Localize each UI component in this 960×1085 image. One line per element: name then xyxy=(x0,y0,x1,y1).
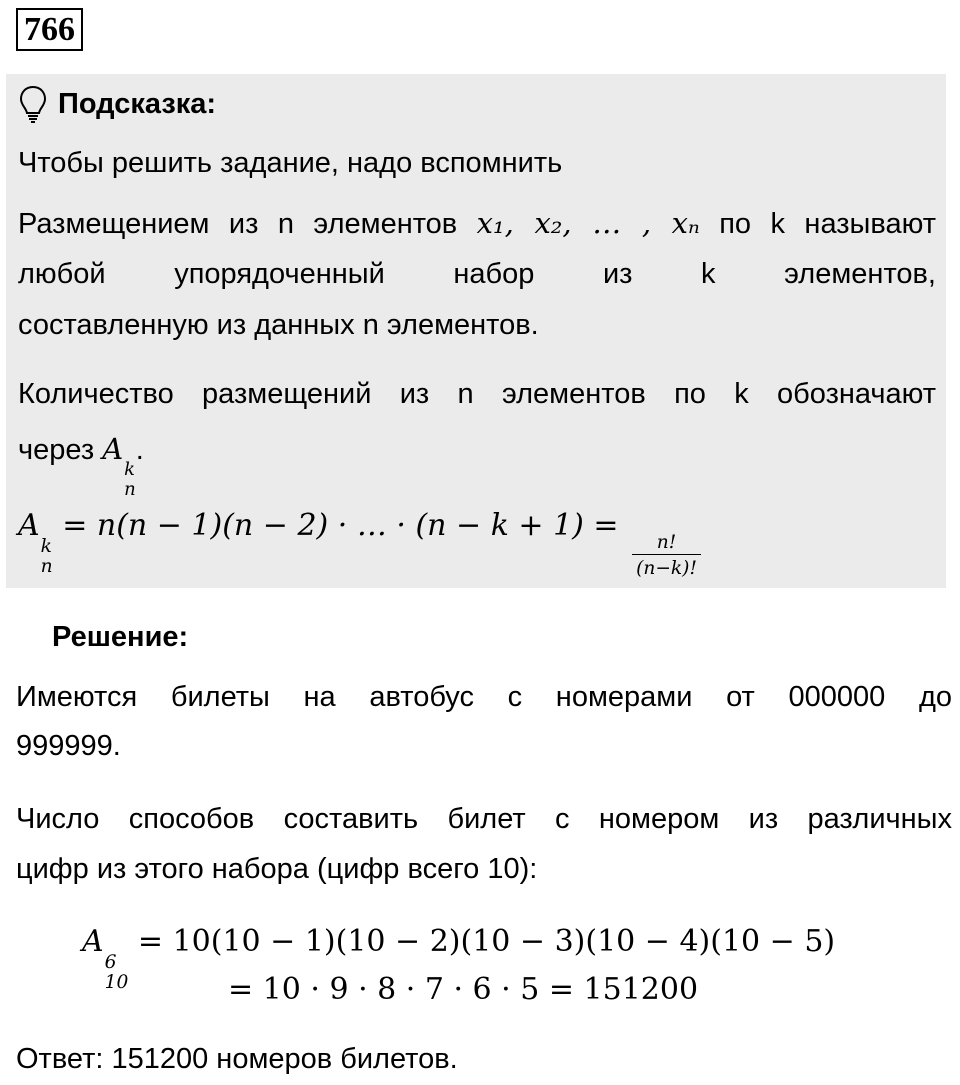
hint-title: Подсказка: xyxy=(58,87,217,120)
definition-end: по k называют xyxy=(719,208,936,240)
count-text: через xyxy=(18,434,95,466)
solution-paragraph-2-line-1: Число способов составить билет с номером из различных xyxy=(16,803,952,835)
solution-title: Решение: xyxy=(52,621,189,653)
formula-rhs: = n(n − 1)(n − 2) · … · (n − k + 1) = xyxy=(62,508,619,543)
lightbulb-icon xyxy=(18,84,48,124)
hint-definition-line-3: составленную из данных n элементов. xyxy=(18,309,539,341)
count-symbol: A k n xyxy=(102,432,136,500)
hint-header xyxy=(18,84,216,124)
formula-fraction xyxy=(632,531,701,580)
definition-start: Размещением из n элементов xyxy=(18,208,458,240)
solution-paragraph-1-line-2: 999999. xyxy=(16,730,121,762)
answer: Ответ: 151200 номеров билетов. xyxy=(16,1043,458,1075)
solution-paragraph-1-line-1: Имеются билеты на автобус с номерами от 000000 до xyxy=(16,681,952,713)
solution-paragraph-2-line-2: цифр из этого набора (цифр всего 10): xyxy=(16,853,538,885)
equation-rhs: = 10(10 − 1)(10 − 2)(10 − 3)(10 − 4)(10 − 5) xyxy=(137,924,836,959)
formula-lhs: A k n xyxy=(18,508,53,578)
fraction-numerator: n! xyxy=(656,532,677,554)
hint-line-1: Чтобы решить задание, надо вспомнить xyxy=(18,147,563,179)
hint-definition-line-1 xyxy=(18,198,936,250)
fraction-denominator: (n−k)! xyxy=(632,554,701,580)
hint-formula xyxy=(18,500,701,580)
definition-variables: x₁, x₂, … , xₙ xyxy=(476,206,700,240)
equation-lhs: A 6 10 xyxy=(82,924,129,994)
hint-definition-line-2: любой упорядоченный набор из k элементов, xyxy=(18,258,936,290)
hint-count-line-1: Количество размещений из n элементов по k обозначают xyxy=(18,378,936,410)
task-number: 766 xyxy=(16,8,83,51)
hint-count-line-2: через A k n . xyxy=(18,432,144,500)
solution-equation-line-2: = 10 · 9 · 8 · 7 · 6 · 5 = 151200 xyxy=(228,972,699,1007)
